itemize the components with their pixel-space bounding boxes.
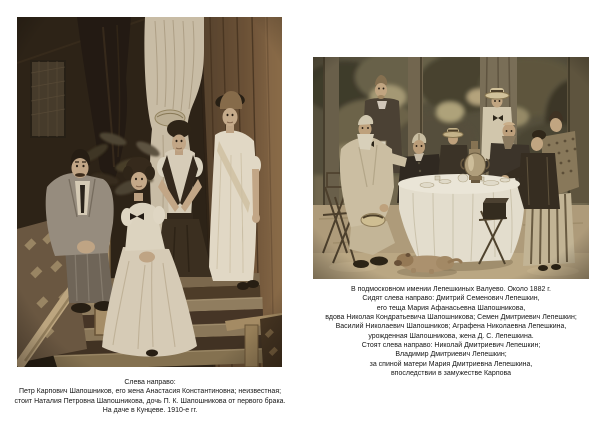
caption-line: стоит Наталия Петровна Шапошникова, дочь П. К. Шапошникова от первого брака. (14, 397, 286, 405)
caption-line: Слева направо: (124, 379, 176, 386)
photo-tea-party (313, 57, 589, 279)
caption-line: В подмосковном имении Лепешкиных Валуево. Около 1882 г. (351, 286, 551, 293)
caption-line: Сидят слева направо: Дмитрий Семенович Лепешкин, (362, 295, 540, 303)
caption-right-photo (306, 285, 596, 378)
caption-line: урожденная Шапошникова, жена Д. С. Лепешкина. (368, 332, 534, 340)
caption-left-photo (5, 378, 295, 415)
caption-line: за спиной матери Мария Дмитриевна Лепешкина, (369, 360, 533, 368)
caption-line: впоследствии в замужестве Карпова (390, 370, 512, 378)
photo-tea-party-illustration (313, 57, 589, 279)
caption-line: вдова Николая Кондратьевича Шапошникова; Семен Дмитриевич Лепешкин; (325, 314, 577, 322)
photo-porch-group (17, 17, 282, 367)
caption-line: Василий Николаевич Шапошников; Аграфена Николаевна Лепешкина, (335, 323, 567, 331)
caption-line: Петр Карпович Шапошников, его жена Анастасия Константиновна; неизвестная; (18, 388, 282, 396)
caption-line: На даче в Кунцеве. 1910-е гг. (102, 407, 198, 415)
caption-line: его теща Мария Афанасьевна Шапошникова, (376, 304, 526, 312)
caption-line: Владимир Дмитриевич Лепешкин; (395, 351, 507, 359)
photo-porch-illustration (17, 17, 282, 367)
caption-line: Стоят слева направо: Николай Дмитриевич Лепешкин; (361, 342, 541, 350)
